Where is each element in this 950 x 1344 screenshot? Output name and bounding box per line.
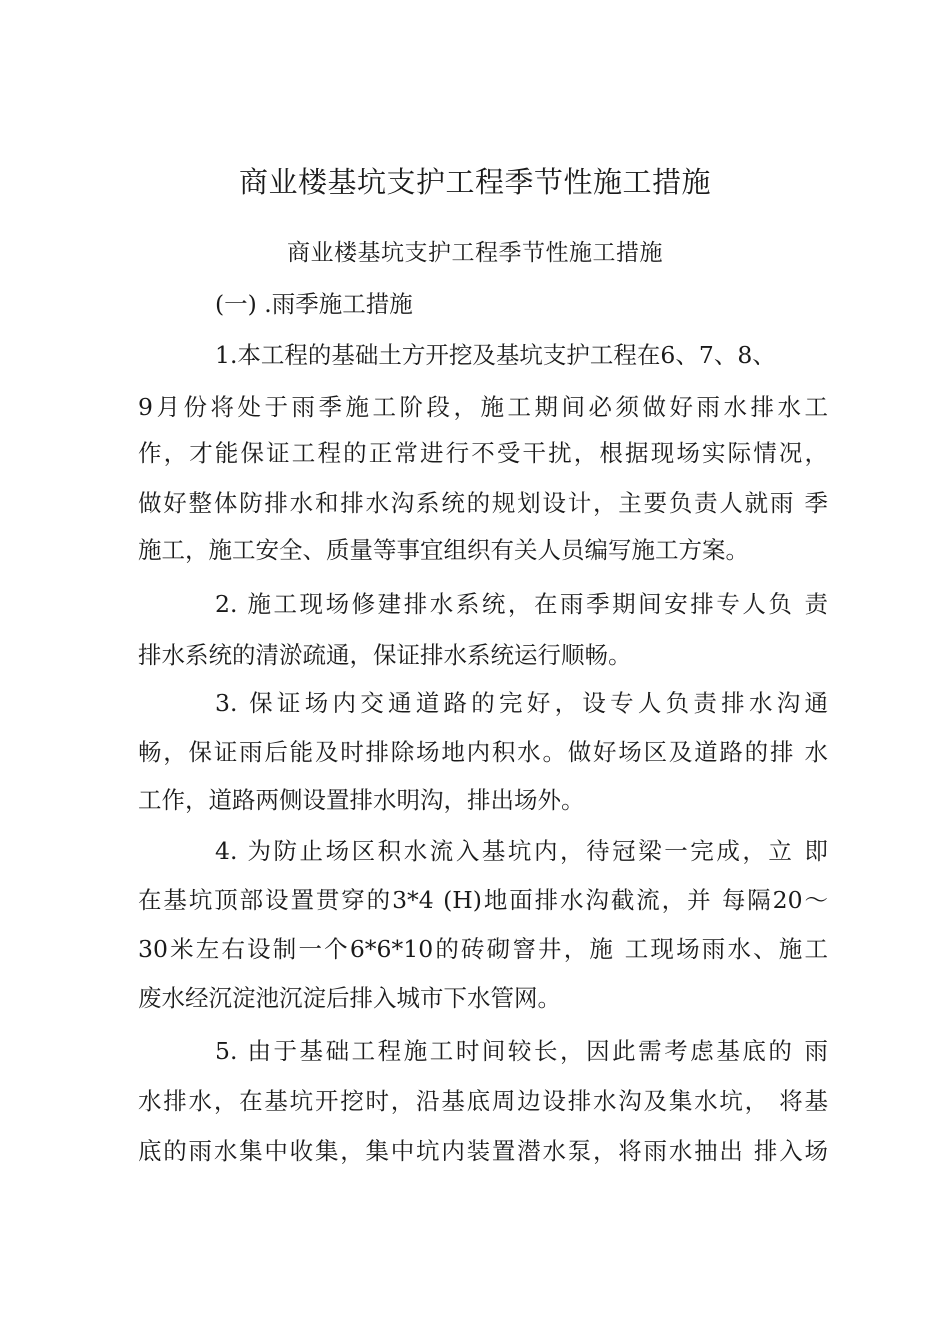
paragraph-line: 畅，保证雨后能及时排除场地内积水。做好场区及道路的排 水 (138, 738, 828, 766)
paragraph-line: 1.本工程的基础土方开挖及基坑支护工程在6、7、8、 (215, 341, 776, 369)
paragraph-line: 施工，施工安全、质量等事宜组织有关人员编写施工方案。 (138, 536, 749, 564)
paragraph-line: 工作，道路两侧设置排水明沟，排出场外。 (138, 786, 585, 814)
paragraph-line: 水排水，在基坑开挖时，沿基底周边设排水沟及集水坑， 将基 (138, 1087, 828, 1115)
paragraph-line: 作，才能保证工程的正常进行不受干扰，根据现场实际情况， (138, 439, 828, 467)
paragraph-line: 5. 由于基础工程施工时间较长，因此需考虑基底的 雨 (215, 1037, 828, 1065)
paragraph-line: 做好整体防排水和排水沟系统的规划设计，主要负责人就雨 季 (138, 489, 828, 517)
paragraph-line: 2. 施工现场修建排水系统，在雨季期间安排专人负 责 (215, 590, 828, 618)
paragraph-line: 废水经沉淀池沉淀后排入城市下水管网。 (138, 984, 561, 1012)
paragraph-line: 底的雨水集中收集，集中坑内装置潜水泵，将雨水抽出 排入场 (138, 1137, 828, 1165)
paragraph-line: 在基坑顶部设置贯穿的3*4 (H)地面排水沟截流，并 每隔20〜 (138, 886, 828, 914)
document-title: 商业楼基坑支护工程季节性施工措施 (238, 165, 711, 199)
section-heading: (一) .雨季施工措施 (215, 290, 413, 318)
paragraph-line: 4. 为防止场区积水流入基坑内，待冠梁一完成，立 即 (215, 837, 828, 865)
document-subtitle: 商业楼基坑支护工程季节性施工措施 (287, 240, 663, 266)
paragraph-line: 30米左右设制一个6*6*10的砖砌窨井，施 工现场雨水、施工 (138, 935, 828, 963)
paragraph-line: 排水系统的清淤疏通，保证排水系统运行顺畅。 (138, 641, 632, 669)
paragraph-line: 9月份将处于雨季施工阶段，施工期间必须做好雨水排水工 (138, 393, 828, 421)
paragraph-line: 3. 保证场内交通道路的完好，设专人负责排水沟通 (215, 689, 828, 717)
